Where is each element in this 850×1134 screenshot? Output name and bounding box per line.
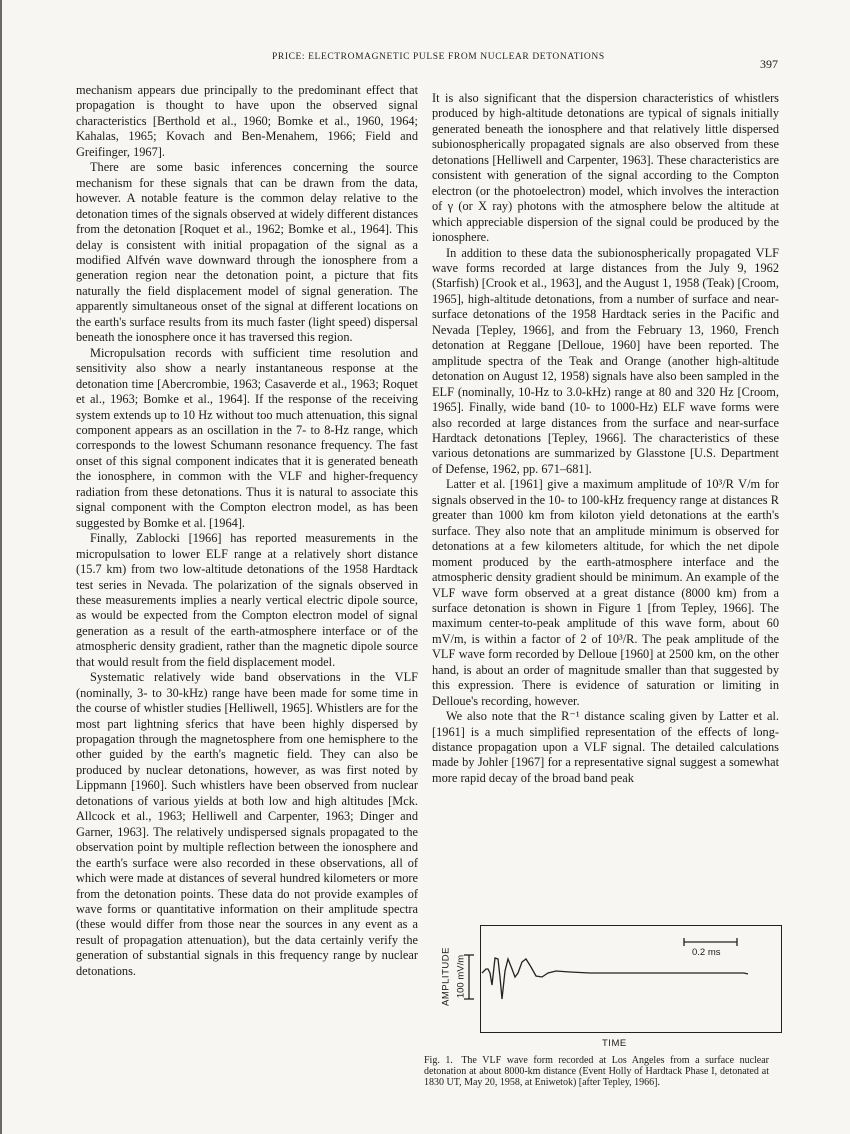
paragraph: In addition to these data the subionospherically propagated VLF wave forms recorded at large distances from the July 9, 1962 (Starfish) [Crook et al., 1963], and the August 1, 1958 (Teak) [Croom, 1965], high-altitude detonations, from a number of surface and near-surface detonations of the 1958 Hardtack series in the Pacific and Nevada [Tepley, 1966], and from the February 13, 1960, French detonation at Reggane [Delloue, 1960] have been reported. The amplitude spectra of the Teak and Orange (another high-altitude detonation on August 12, 1958) signals have also been sampled in the ELF (nominally, 10-Hz to 3.0-kHz) range at 80 and 320 Hz [Croom, 1965]. Finally, wide band (10- to 1000-Hz) ELF wave forms were also recorded at large distances from the surface and near-surface Hardtack detonations [Tepley, 1966]. The characteristics of these various detonations are summarized by Glasstone [U.S. Department of Defense, 1962, pp. 671–681]. (432, 245, 779, 476)
amplitude-scale-label: 100 mV/m (455, 954, 467, 999)
right-column (432, 91, 779, 786)
vlf-waveform-trace (482, 958, 748, 999)
paragraph: We also note that the R⁻¹ distance scaling given by Latter et al. [1961] is a much simplified representation of the effects of long-distance propagation upon a VLF signal. The detailed calculations made by Johler [1967] for a representative signal suggest a somewhat more rapid decay of the broad band peak (432, 709, 779, 785)
time-scale-bar (684, 938, 737, 946)
time-scale-label: 0.2 ms (692, 947, 721, 958)
paragraph: There are some basic inferences concerning the source mechanism for these signals that can be drawn from the data, however. A notable feature is the common delay relative to the detonation times of the signals observed at widely different distances from the detonation [Roquet et al., 1962; Bomke et al., 1964]. This delay is consistent with initial propagation of the signal as a modified Alfvén wave downward through the ionosphere from a generation region near the detonation point, a picture that fits naturally the field displacement model of signal generation. The apparently simultaneous onset of the signal at different locations on the earth's surface results from its much faster (light speed) dispersal beneath the ionosphere once it has traversed this region. (76, 160, 418, 345)
paragraph: It is also significant that the dispersion characteristics of whistlers produced by high-altitude detonations are typical of signals initially generated beneath the ionosphere and that relatively little dispersed subionospherically propagated signals are also observed from these detonations [Helliwell and Carpenter, 1963]. These characteristics are consistent with generation of the signal according to the Compton electron (or the photoelectron) model, which involves the interaction of γ (or X ray) photons with the atmosphere below the altitude at which appreciable dispersion of the signal could be produced by the ionosphere. (432, 91, 779, 245)
figure-1 (424, 925, 782, 1125)
paragraph: Micropulsation records with sufficient time resolution and sensitivity also show a nearly instantaneous response at the detonation time [Abercrombie, 1963; Casaverde et al., 1963; Roquet et al., 1963; Bomke et al., 1964]. If the response of the receiving system extends up to 10 Hz without too much attenuation, this signal component appears as an oscillation in the 7- to 8-Hz range, which corresponds to the lowest Schumann resonance frequency. The fast onset of this signal component indicates that it is generated beneath the ionosphere, in common with the VLF and higher-frequency radiation from these detonations. Thus it is natural to associate this signal component with the Compton electron model, as has been suggested by Bomke et al. [1964]. (76, 345, 418, 530)
paragraph: Latter et al. [1961] give a maximum amplitude of 10³/R V/m for signals observed in the 10- to 100-kHz frequency range at distances R greater than 1000 km from kiloton yield detonations at the earth's surface. They also note that an amplitude minimum is observed for detonations at a few kilometers altitude, for which the net dipole moment produced by the earth-atmosphere interface and the atmospheric density gradient should be minimum. An example of the VLF wave form observed at a great distance (8000 km) from a surface detonation is shown in Figure 1 [from Tepley, 1966]. The maximum center-to-peak amplitude of this wave form, about 60 mV/m, is within a factor of 2 of 10³/R. The peak amplitude of the VLF wave form recorded by Delloue [1960] at 2500 km, on the other hand, is about an order of magnitude smaller than that suggested by this expression. There is evidence of saturation or limiting in Delloue's recording, however. (432, 477, 779, 708)
x-axis-label: TIME (602, 1038, 627, 1049)
running-title: PRICE: ELECTROMAGNETIC PULSE FROM NUCLEAR DETONATIONS (272, 52, 605, 62)
page-header (0, 52, 850, 72)
page-scan-edge (0, 0, 2, 1134)
figure-caption (424, 1055, 769, 1089)
paragraph: Systematic relatively wide band observations in the VLF (nominally, 3- to 30-kHz) range have been made for some time in the course of whistler studies [Helliwell, 1965]. Whistlers are for the most part lightning sferics that have been highly dispersed by propagation through the magnetosphere from one hemisphere to the other guided by the earth's magnetic field. They can also be produced by nuclear detonations, however, as was first noted by Lippmann [1960]. Such whistlers have been observed from nuclear detonations of various yields at both low and high altitudes [Mck. Allcock et al., 1963; Helliwell and Carpenter, 1963; Dinger and Garner, 1963]. The relatively undispersed signals propagated to the observation point by multiple reflection between the ionosphere and the earth's surface were also recorded in these observations, all of which were made at distances of several hundred kilometers or more from the detonation points. These data do not provide examples of wave forms or quantitative information on their amplitude spectra (these would differ from those near the sources in any event as a result of propagation attenuation), but the data certainly verify the generation of substantial signals in this frequency range by nuclear detonations. (76, 670, 418, 978)
page-number: 397 (760, 57, 778, 71)
caption-label: Fig. 1. (424, 1055, 453, 1066)
paragraph: mechanism appears due principally to the predominant effect that propagation is thought to have upon the observed signal characteristics [Berthold et al., 1960; Bomke et al., 1960, 1964; Kahalas, 1965; Kovach and Ben-Menahem, 1966; Field and Greifinger, 1967]. (76, 83, 418, 159)
y-axis-label: AMPLITUDE (440, 947, 452, 1006)
waveform-plot (430, 925, 782, 1037)
caption-text: The VLF wave form recorded at Los Angeles from a surface nuclear detonation at about 8000-km distance (Event Holly of Hardtack Phase I, detonated at 1830 UT, May 20, 1958, at Eniwetok) [after Tepley, 1966]. (424, 1055, 770, 1089)
paragraph: Finally, Zablocki [1966] has reported measurements in the micropulsation to lower ELF range at a relatively short distance (15.7 km) from two low-altitude detonations of the 1958 Hardtack test series in Nevada. The polarization of the signals observed in these measurements implies a nearly vertical electric dipole source, as would be expected from the Compton electron model of signal generation as a result of the earth-atmosphere interface or of the atmospheric density gradient, rather than the magnetic dipole source that would result from the field displacement model. (76, 531, 418, 669)
left-column (76, 83, 418, 979)
